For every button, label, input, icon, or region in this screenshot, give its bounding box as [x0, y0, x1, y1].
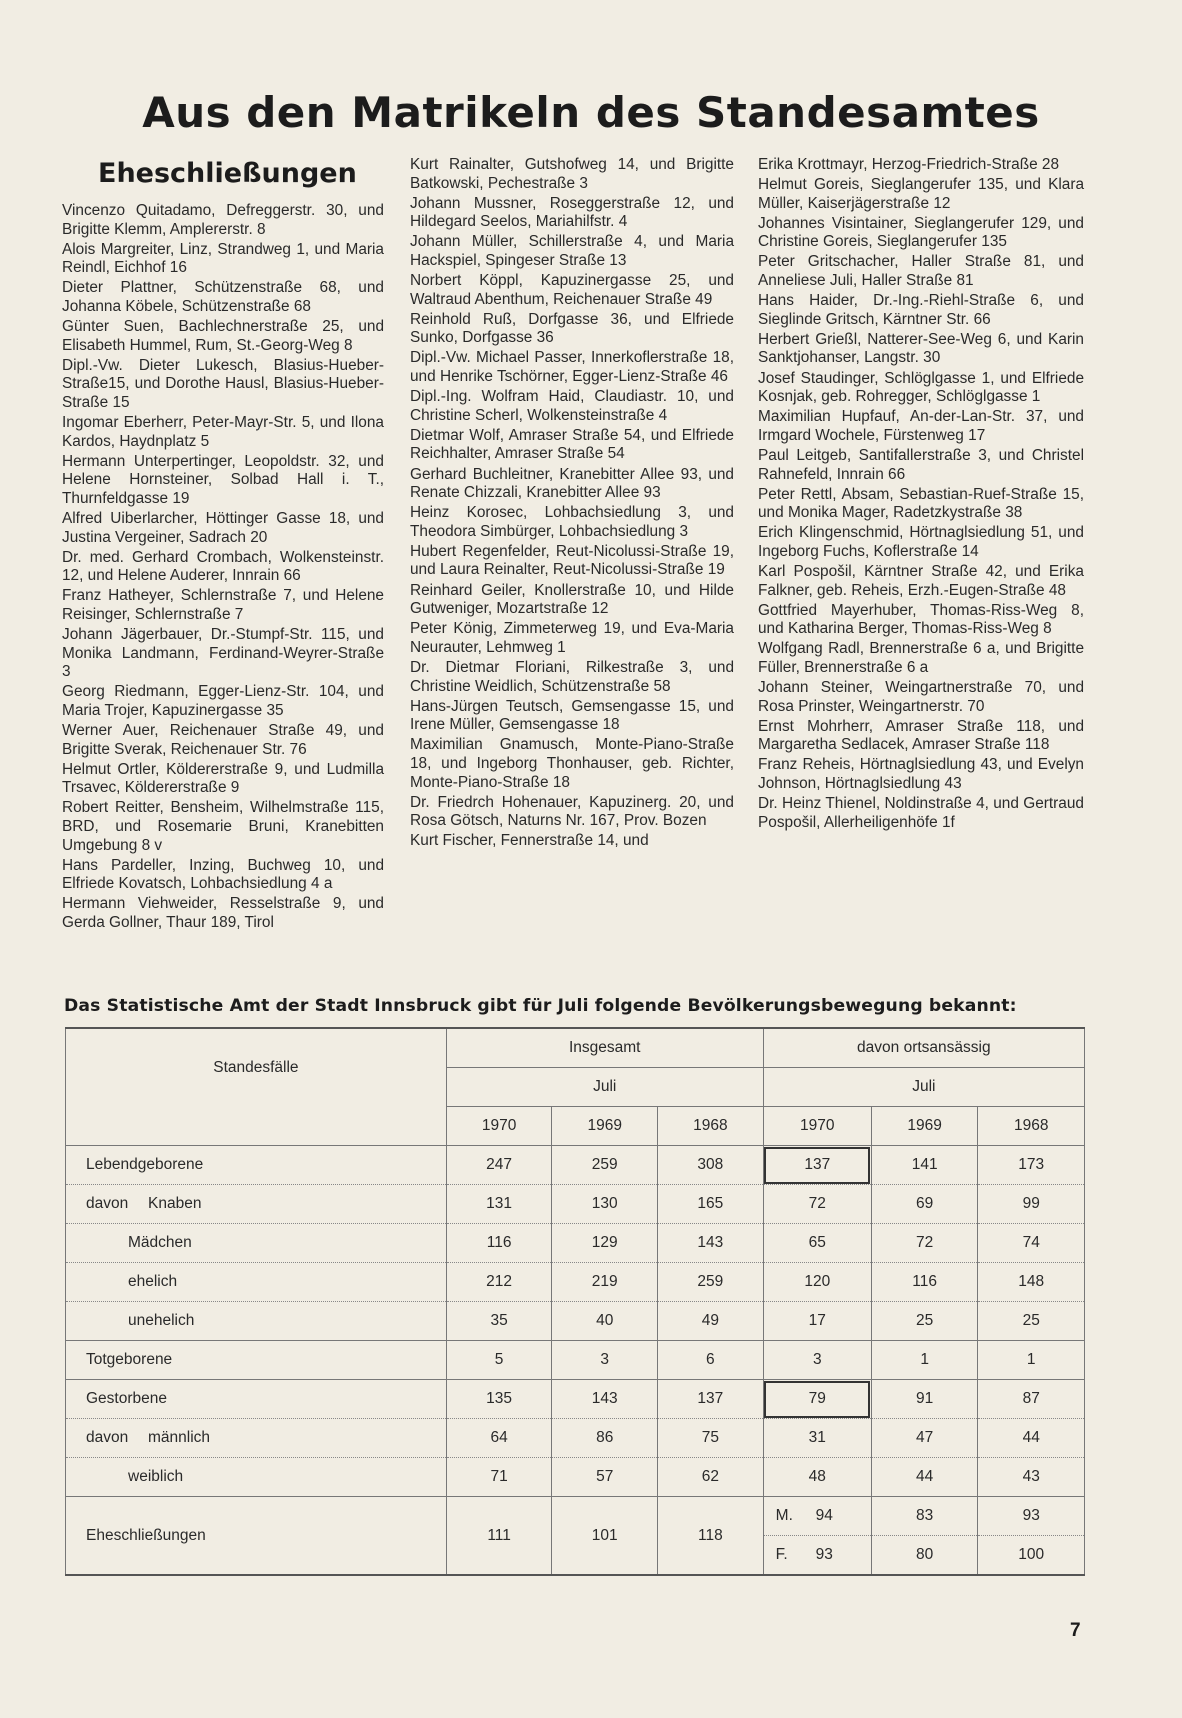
statistics-table-wrapper: [65, 1027, 1085, 1576]
marriage-entry: Erich Klingenschmid, Hörtnaglsiedlung 51, und Ingeborg Fuchs, Koflerstraße 14: [758, 524, 1084, 560]
marriage-entry: Franz Reheis, Hörtnaglsiedlung 43, und Evelyn Johnson, Hörtnaglsiedlung 43: [758, 756, 1084, 792]
marriage-entry: Karl Pospošil, Kärntner Straße 42, und Erika Falkner, geb. Reheis, Erzh.-Eugen-Straße 48: [758, 562, 1084, 599]
marriage-entry: Ingomar Eberherr, Peter-Mayr-Str. 5, und Ilona Kardos, Haydnplatz 5: [62, 414, 384, 450]
page-number: 7: [1070, 1620, 1081, 1641]
page-title: Aus den Matrikeln des Standesamtes: [142, 88, 1040, 137]
marriage-entry: Erika Krottmayr, Herzog-Friedrich-Straße 28: [758, 156, 1060, 173]
marriage-entry: Robert Reitter, Bensheim, Wilhelmstraße 115, BRD, und Rosemarie Bruni, Kranebitten Umgebung 8 v: [62, 799, 384, 854]
marriage-entry: Herbert Grießl, Natterer-See-Weg 6, und Karin Sanktjohanser, Langstr. 30: [758, 330, 1084, 367]
table-row: Eheschließungen 111 101 118 M. 94 83 93: [66, 1497, 1085, 1536]
marriage-entry: Heinz Korosec, Lohbachsiedlung 3, und Theodora Simbürger, Lohbachsiedlung 3: [410, 504, 734, 540]
row-label: Mädchen: [66, 1224, 447, 1263]
column-1: [62, 202, 384, 934]
column-2: [410, 156, 734, 852]
marriage-entry: Peter Rettl, Absam, Sebastian-Ruef-Straße 15, und Monika Mager, Radetzkystraße 38: [758, 485, 1084, 522]
marriage-entry: Georg Riedmann, Egger-Lienz-Str. 104, und Maria Trojer, Kapuzinergasse 35: [62, 683, 384, 719]
table-row: unehelich 35 40 49 17 25 25: [66, 1302, 1085, 1341]
marriage-entry: Reinhold Ruß, Dorfgasse 36, und Elfriede Sunko, Dorfgasse 36: [410, 310, 734, 347]
row-label: Gestorbene: [66, 1380, 447, 1419]
marriage-entry: Reinhard Geiler, Knollerstraße 10, und Hilde Gutweniger, Mozartstraße 12: [410, 581, 734, 618]
marriage-entry: Werner Auer, Reichenauer Straße 49, und Brigitte Sverak, Reichenauer Str. 76: [62, 722, 384, 758]
table-row: ehelich 212 219 259 120 116 148: [66, 1263, 1085, 1302]
marriage-entry: Johann Mussner, Roseggerstraße 12, und Hildegard Seelos, Mariahilfstr. 4: [410, 194, 734, 231]
marriage-entry: Maximilian Gnamusch, Monte-Piano-Straße 18, und Ingeborg Thonhauser, geb. Richter, Monte-Piano-Straße 18: [410, 736, 734, 791]
table-row: davon Knaben 131 130 165 72 69 99: [66, 1185, 1085, 1224]
marriage-entry: Hubert Regenfelder, Reut-Nicolussi-Straße 19, und Laura Reinalter, Reut-Nicolussi-Straße 19: [410, 542, 734, 579]
marriage-entry: Hans Haider, Dr.-Ing.-Riehl-Straße 6, und Sieglinde Gritsch, Kärntner Str. 66: [758, 292, 1084, 328]
year-header: 1970: [763, 1107, 871, 1146]
marriage-entry: Kurt Fischer, Fennerstraße 14, und: [410, 832, 649, 850]
marriage-entry: Dipl.-Ing. Wolfram Haid, Claudiastr. 10, und Christine Scherl, Wolkensteinstraße 4: [410, 388, 734, 424]
marriage-entry: Johann Müller, Schillerstraße 4, und Maria Hackspiel, Spingeser Straße 13: [410, 233, 734, 269]
marriage-entry: Kurt Rainalter, Gutshofweg 14, und Brigitte Batkowski, Pechestraße 3: [410, 156, 734, 192]
table-row: Totgeborene 5 3 6 3 1 1: [66, 1341, 1085, 1380]
marriage-entry: Paul Leitgeb, Santifallerstraße 3, und Christel Rahnefeld, Innrain 66: [758, 446, 1084, 483]
marriage-entry: Vincenzo Quitadamo, Defreggerstr. 30, und Brigitte Klemm, Amplererstr. 8: [62, 202, 384, 238]
marriage-entry: Dr. Friedrch Hohenauer, Kapuzinerg. 20, und Rosa Götsch, Naturns Nr. 167, Prov. Bozen: [410, 793, 734, 830]
marriage-entry: Johann Steiner, Weingartnerstraße 70, und Rosa Prinster, Weingartnerstr. 70: [758, 679, 1084, 715]
marriage-entry: Dr. Heinz Thienel, Noldinstraße 4, und Gertraud Pospošil, Allerheiligenhöfe 1f: [758, 795, 1084, 831]
marriage-entry: Hans-Jürgen Teutsch, Gemsengasse 15, und Irene Müller, Gemsengasse 18: [410, 697, 734, 734]
marriage-entry: Dieter Plattner, Schützenstraße 68, und Johanna Köbele, Schützenstraße 68: [62, 279, 384, 315]
statistics-table: [65, 1029, 1085, 1574]
marriage-entry: Dietmar Wolf, Amraser Straße 54, und Elfriede Reichhalter, Amraser Straße 54: [410, 426, 734, 463]
marriage-entry: Franz Hatheyer, Schlernstraße 7, und Helene Reisinger, Schlernstraße 7: [62, 587, 384, 623]
marriage-entry: Gottfried Mayerhuber, Thomas-Riss-Weg 8, und Katharina Berger, Thomas-Riss-Weg 8: [758, 601, 1084, 638]
marriage-entry: Günter Suen, Bachlechnerstraße 25, und Elisabeth Hummel, Rum, St.-Georg-Weg 8: [62, 318, 384, 354]
marriage-entry: Ernst Mohrherr, Amraser Straße 118, und Margaretha Sedlacek, Amraser Straße 118: [758, 717, 1084, 754]
marriage-entry: Dr. med. Gerhard Crombach, Wolkensteinstr. 12, und Helene Auderer, Innrain 66: [62, 548, 384, 585]
year-header: 1968: [658, 1107, 764, 1146]
marriage-entry: Norbert Köppl, Kapuzinergasse 25, und Waltraud Abenthum, Reichenauer Straße 49: [410, 272, 734, 308]
table-row: Lebendgeborene 247 259 308 137 141 173: [66, 1146, 1085, 1185]
marriage-entry: Peter Gritschacher, Haller Straße 81, und Anneliese Juli, Haller Straße 81: [758, 253, 1084, 290]
marriage-entry: Dipl.-Vw. Dieter Lukesch, Blasius-Hueber-Straße15, und Dorothe Hausl, Blasius-Hueber-Straße 15: [62, 356, 384, 411]
row-label: Eheschließungen: [66, 1497, 447, 1575]
month-header: Juli: [763, 1068, 1084, 1107]
ortsansaessig-header: davon ortsansässig: [763, 1029, 1084, 1068]
year-header: 1969: [552, 1107, 658, 1146]
marriage-entry: Hans Pardeller, Inzing, Buchweg 10, und Elfriede Kovatsch, Lohbachsiedlung 4 a: [62, 856, 384, 893]
row-label: Lebendgeborene: [66, 1146, 447, 1185]
marriage-entry: Maximilian Hupfauf, An-der-Lan-Str. 37, und Irmgard Wochele, Fürstenweg 17: [758, 408, 1084, 444]
marriage-entry: Gerhard Buchleitner, Kranebitter Allee 93, und Renate Chizzali, Kranebitter Allee 93: [410, 465, 734, 502]
year-header: 1969: [871, 1107, 978, 1146]
marriage-entry: Peter König, Zimmeterweg 19, und Eva-Maria Neurauter, Lehmweg 1: [410, 620, 734, 656]
year-header: 1970: [446, 1107, 552, 1146]
row-label: davon Knaben: [66, 1185, 447, 1224]
marriage-entry: Hermann Viehweider, Resselstraße 9, und Gerda Gollner, Thaur 189, Tirol: [62, 895, 384, 931]
row-label: davon männlich: [66, 1419, 447, 1458]
marriage-entry: Dr. Dietmar Floriani, Rilkestraße 3, und Christine Weidlich, Schützenstraße 58: [410, 658, 734, 695]
table-row: davon männlich 64 86 75 31 47 44: [66, 1419, 1085, 1458]
row-label: weiblich: [66, 1458, 447, 1497]
marriage-entry: Johann Jägerbauer, Dr.-Stumpf-Str. 115, und Monika Landmann, Ferdinand-Weyrer-Straße 3: [62, 626, 384, 681]
marriage-entry: Helmut Ortler, Köldererstraße 9, und Ludmilla Trsavec, Köldererstraße 9: [62, 760, 384, 797]
table-row: weiblich 71 57 62 48 44 43: [66, 1458, 1085, 1497]
row-label: ehelich: [66, 1263, 447, 1302]
marriage-entry: Alois Margreiter, Linz, Strandweg 1, und Maria Reindl, Eichhof 16: [62, 240, 384, 277]
marriage-entry: Alfred Uiberlarcher, Höttinger Gasse 18, und Justina Vergeiner, Sadrach 20: [62, 510, 384, 546]
row-label: Totgeborene: [66, 1341, 447, 1380]
marriage-entry: Helmut Goreis, Sieglangerufer 135, und Klara Müller, Kaiserjägerstraße 12: [758, 176, 1084, 212]
column-3: [758, 156, 1084, 834]
row-label: unehelich: [66, 1302, 447, 1341]
table-row: F. 93 80 100: [66, 1536, 1085, 1575]
marriage-entry: Wolfgang Radl, Brennerstraße 6 a, und Brigitte Füller, Brennerstraße 6 a: [758, 640, 1084, 676]
statistics-intro: Das Statistische Amt der Stadt Innsbruck gibt für Juli folgende Bevölkerungsbewegung bekannt:: [64, 996, 1017, 1016]
table-row: Mädchen 116 129 143 65 72 74: [66, 1224, 1085, 1263]
marriage-entry: Johannes Visintainer, Sieglangerufer 129, und Christine Goreis, Sieglangerufer 135: [758, 214, 1084, 251]
section-heading: Eheschließungen: [98, 158, 357, 189]
year-header: 1968: [978, 1107, 1085, 1146]
insgesamt-header: Insgesamt: [446, 1029, 763, 1068]
table-row: Gestorbene 135 143 137 79 91 87: [66, 1380, 1085, 1419]
month-header: Juli: [446, 1068, 763, 1107]
marriage-entry: Dipl.-Vw. Michael Passer, Innerkoflerstraße 18, und Henrike Tschörner, Egger-Lienz-Straße 46: [410, 349, 734, 386]
marriage-entry: Hermann Unterpertinger, Leopoldstr. 32, und Helene Hornsteiner, Solbad Hall i. T., Thurnfeldgasse 19: [62, 452, 384, 507]
standesfaelle-header: Standesfälle: [66, 1029, 447, 1107]
marriage-entry: Josef Staudinger, Schlöglgasse 1, und Elfriede Kosnjak, geb. Rohregger, Schlöglgasse 1: [758, 369, 1084, 406]
